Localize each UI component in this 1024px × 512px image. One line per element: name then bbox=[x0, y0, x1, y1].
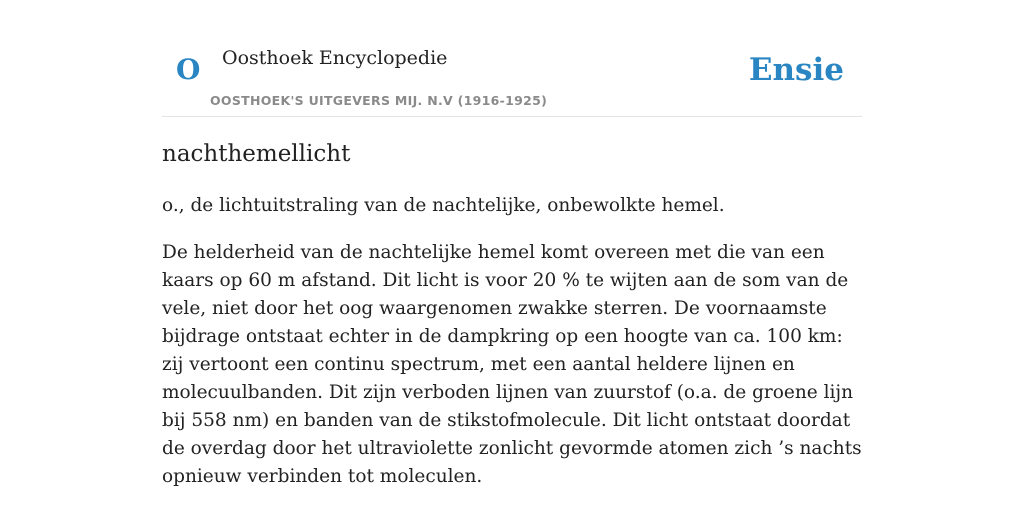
source-subtitle: OOSTHOEK'S UITGEVERS MIJ. N.V (1916-1925) bbox=[210, 93, 548, 108]
source-title[interactable]: Oosthoek Encyclopedie bbox=[222, 47, 448, 69]
page-container bbox=[162, 0, 862, 487]
source-header bbox=[162, 0, 862, 117]
source-logo[interactable]: O bbox=[176, 53, 201, 86]
entry-definition: o., de lichtuitstraling van de nachtelijke, onbewolkte hemel. bbox=[162, 195, 725, 216]
entry-body: De helderheid van de nachtelijke hemel komt overeen met die van een kaars op 60 m afstand. Dit licht is voor 20 % te wijten aan de som van de vele, niet door het oog waargenomen zwakke sterren. De voornaamste bijdrage ontstaat echter in de dampkring op een hoogte van ca. 100 km: zij vertoont een continu spectrum, met een aantal heldere lijnen en molecuulbanden. Dit zijn verboden lijnen van zuurstof (o.a. de groene lijn bij 558 nm) en banden van de stikstofmolecule. Dit licht ontstaat doordat de overdag door het ultraviolette zonlicht gevormde atomen zich ’s nachts opnieuw verbinden tot moleculen. bbox=[162, 242, 862, 487]
ensie-logo-link[interactable]: Ensie bbox=[748, 52, 844, 88]
entry-title: nachthemellicht bbox=[162, 141, 351, 167]
